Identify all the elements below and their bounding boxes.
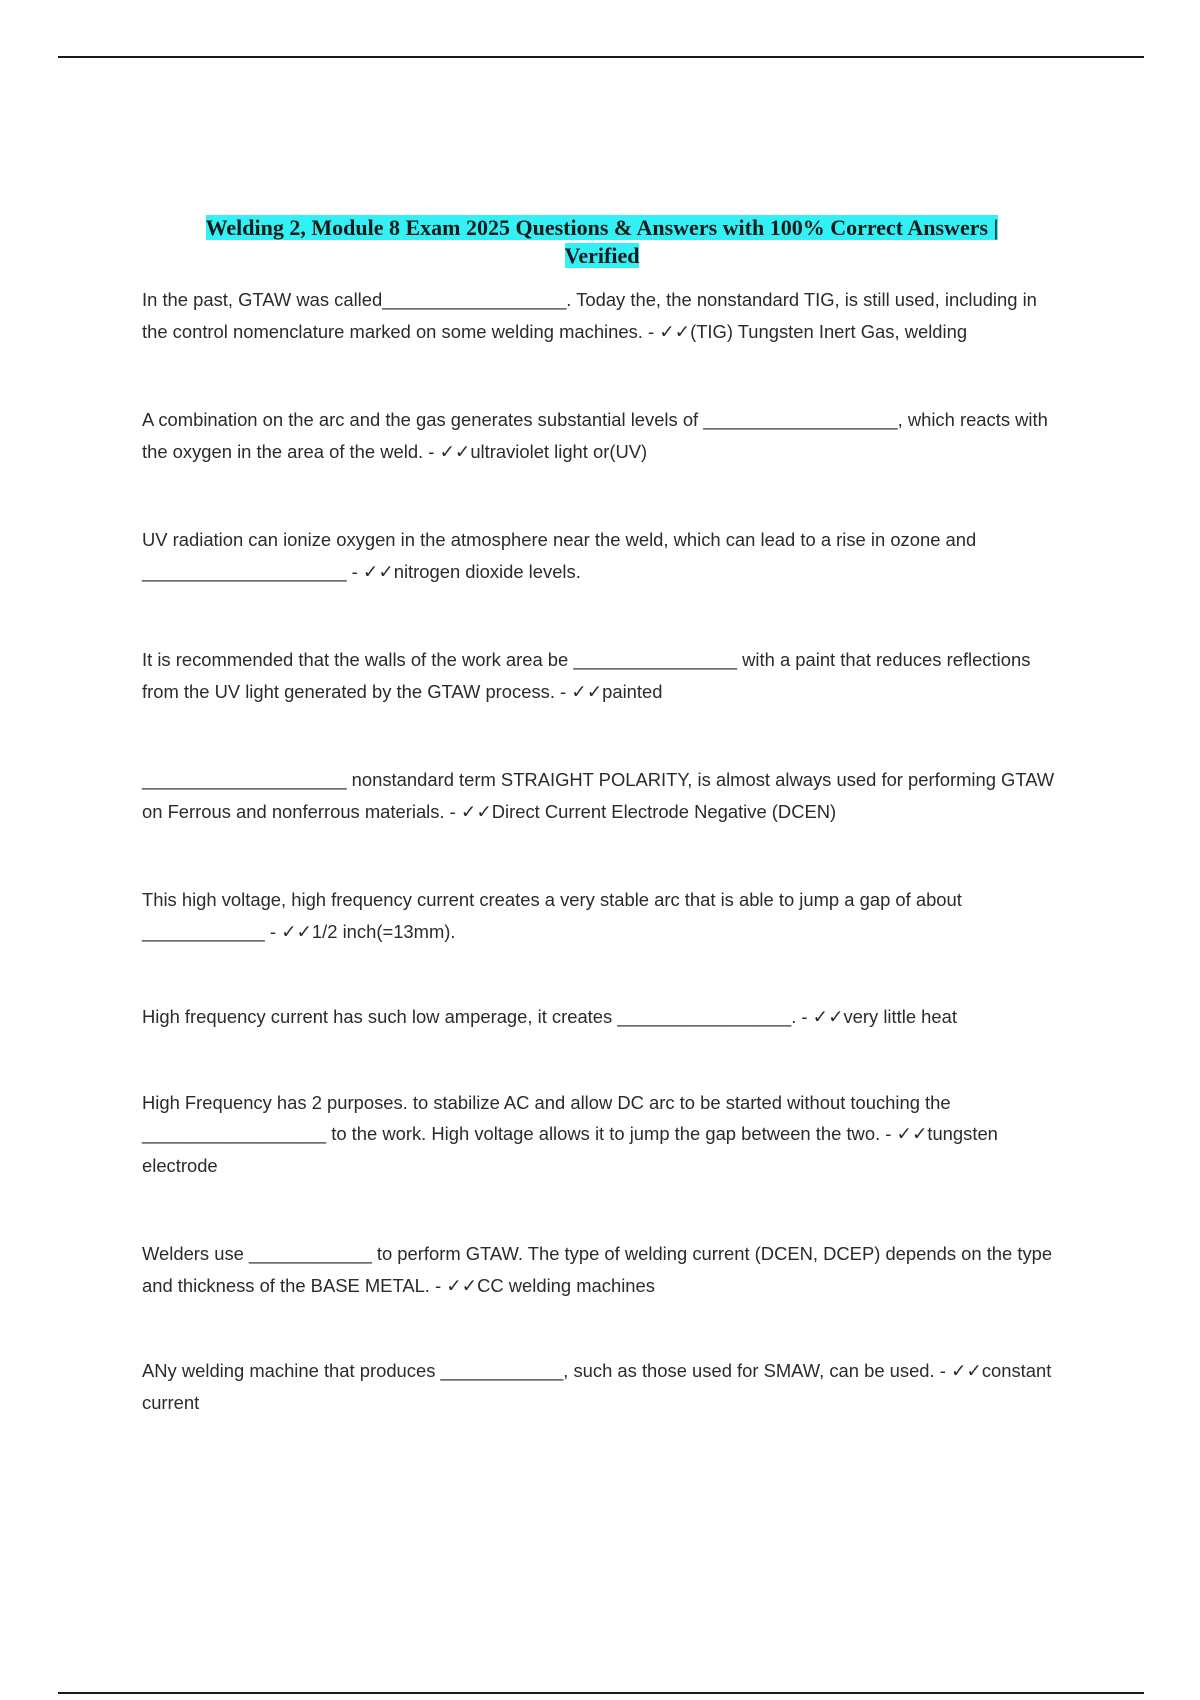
answer-text: ✓✓1/2 inch(=13mm). xyxy=(281,920,456,942)
answer-text: ✓✓nitrogen dioxide levels. xyxy=(362,560,581,582)
qa-item xyxy=(142,884,1062,947)
qa-item xyxy=(142,284,1062,347)
answer-text: ✓✓tungsten electrode xyxy=(142,1123,998,1176)
question-text: In the past, GTAW was called__________________. Today the, the nonstandard TIG, is still used, including in the control nomenclature marked on some welding machines. - xyxy=(142,289,1037,342)
qa-item xyxy=(142,1087,1062,1182)
title-line-1: Welding 2, Module 8 Exam 2025 Questions & Answers with 100% Correct Answers | xyxy=(205,215,999,240)
answer-text: ✓✓very little heat xyxy=(812,1006,957,1027)
document-title xyxy=(142,214,1062,270)
document-body xyxy=(142,214,1062,1418)
bottom-rule xyxy=(58,1692,1144,1694)
question-text: ANy welding machine that produces ____________, such as those used for SMAW, can be used. - xyxy=(142,1360,951,1381)
answer-text: ✓✓Direct Current Electrode Negative (DCEN) xyxy=(460,800,837,822)
qa-item xyxy=(142,524,1062,587)
qa-item xyxy=(142,644,1062,707)
question-text: High Frequency has 2 purposes. to stabilize AC and allow DC arc to be started without touching the __________________ to the work. High voltage allows it to jump the gap between the two. - xyxy=(142,1091,951,1144)
answer-text: ✓✓constant current xyxy=(142,1360,1052,1413)
qa-item xyxy=(142,1001,1062,1033)
qa-item xyxy=(142,404,1062,467)
title-line-2: Verified xyxy=(564,243,640,268)
question-text: High frequency current has such low amperage, it creates _________________. - xyxy=(142,1006,813,1027)
question-text: Welders use ____________ to perform GTAW. The type of welding current (DCEN, DCEP) depends on the type and thickness of the BASE METAL. - xyxy=(142,1243,1053,1296)
question-text: UV radiation can ionize oxygen in the atmosphere near the weld, which can lead to a rise in ozone and ____________________ - xyxy=(142,529,977,582)
answer-text: ✓✓painted xyxy=(571,680,663,702)
qa-item xyxy=(142,764,1062,827)
answer-text: ✓✓ultraviolet light or(UV) xyxy=(439,440,648,462)
qa-item xyxy=(142,1238,1062,1301)
question-text: ____________________ nonstandard term STRAIGHT POLARITY, is almost always used for performing GTAW on Ferrous and nonferrous materials. - xyxy=(142,769,1055,822)
answer-text: ✓✓(TIG) Tungsten Inert Gas, welding xyxy=(659,320,968,342)
question-text: It is recommended that the walls of the work area be ________________ with a paint that reduces reflections from the UV light generated by the GTAW process. - xyxy=(142,649,1031,702)
question-text: A combination on the arc and the gas generates substantial levels of ___________________, which reacts with the oxygen in the area of the weld. - xyxy=(142,409,1048,462)
question-text: This high voltage, high frequency current creates a very stable arc that is able to jump a gap of about ____________ - xyxy=(142,889,962,942)
qa-item xyxy=(142,1355,1062,1418)
answer-text: ✓✓CC welding machines xyxy=(446,1274,655,1296)
top-rule xyxy=(58,56,1144,58)
